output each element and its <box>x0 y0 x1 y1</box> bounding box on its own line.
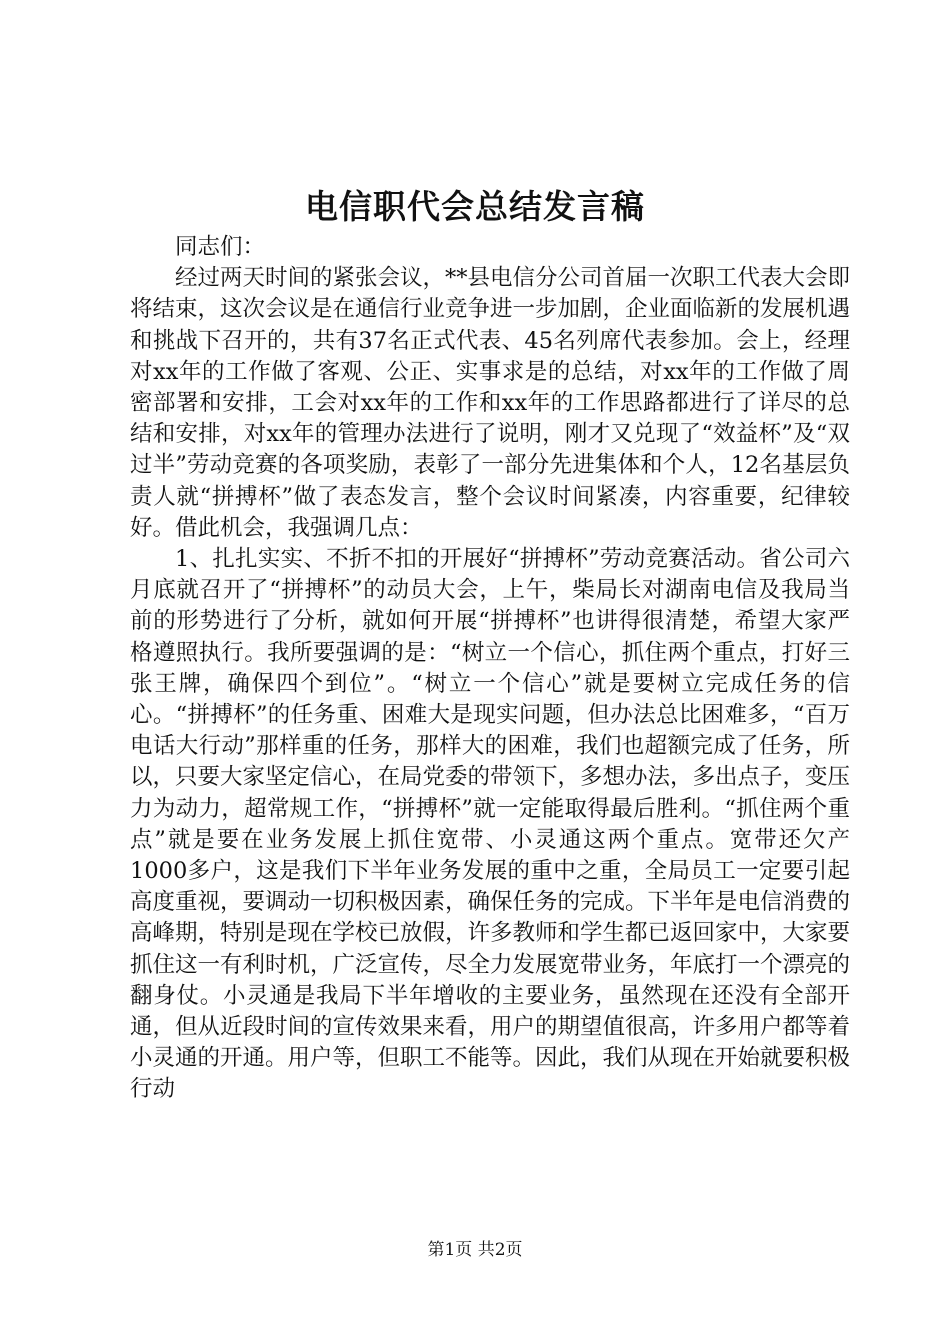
document-title: 电信职代会总结发言稿 <box>305 187 645 226</box>
document-body <box>130 232 850 1106</box>
point-one-paragraph: 1、扎扎实实、不折不扣的开展好“拼搏杯”劳动竞赛活动。省公司六月底就召开了“拼搏杯”的动员大会，上午，柴局长对湖南电信及我局当前的形势进行了分析，就如何开展“拼搏杯”也讲得很清楚，希望大家严格遵照执行。我所要强调的是：“树立一个信心，抓住两个重点，打好三张王牌，确保四个到位”。“树立一个信心”就是要树立完成任务的信心。“拼搏杯”的任务重、困难大是现实问题，但办法总比困难多，“百万电话大行动”那样重的任务，那样大的困难，我们也超额完成了任务，所以，只要大家坚定信心，在局党委的带领下，多想办法，多出点子，变压力为动力，超常规工作，“拼搏杯”就一定能取得最后胜利。“抓住两个重点”就是要在业务发展上抓住宽带、小灵通这两个重点。宽带还欠产1000多户，这是我们下半年业务发展的重中之重，全局员工一定要引起高度重视，要调动一切积极因素，确保任务的完成。下半年是电信消费的高峰期，特别是现在学校已放假，许多教师和学生都已返回家中，大家要抓住这一有利时机，广泛宣传，尽全力发展宽带业务，年底打一个漂亮的翻身仗。小灵通是我局下半年增收的主要业务，虽然现在还没有全部开通，但从近段时间的宣传效果来看，用户的期望值很高，许多用户都等着小灵通的开通。用户等，但职工不能等。因此，我们从现在开始就要积极行动 <box>130 546 851 1103</box>
salutation-paragraph: 同志们： <box>175 234 266 260</box>
page-number-footer: 第1页 共2页 <box>427 1240 523 1260</box>
summary-paragraph: 经过两天时间的紧张会议，**县电信分公司首届一次职工代表大会即将结束，这次会议是在通信行业竞争进一步加剧，企业面临新的发展机遇和挑战下召开的，共有37名正式代表、45名列席代表参加。会上，经理对xx年的工作做了客观、公正、实事求是的总结，对xx年的工作做了周密部署和安排，工会对xx年的工作和xx年的工作思路都进行了详尽的总结和安排，对xx年的管理办法进行了说明，刚才又兑现了“效益杯”及“双过半”劳动竞赛的各项奖励，表彰了一部分先进集体和个人，12名基层负责人就“拼搏杯”做了表态发言，整个会议时间紧凑，内容重要，纪律较好。借此机会，我强调几点： <box>130 265 851 541</box>
